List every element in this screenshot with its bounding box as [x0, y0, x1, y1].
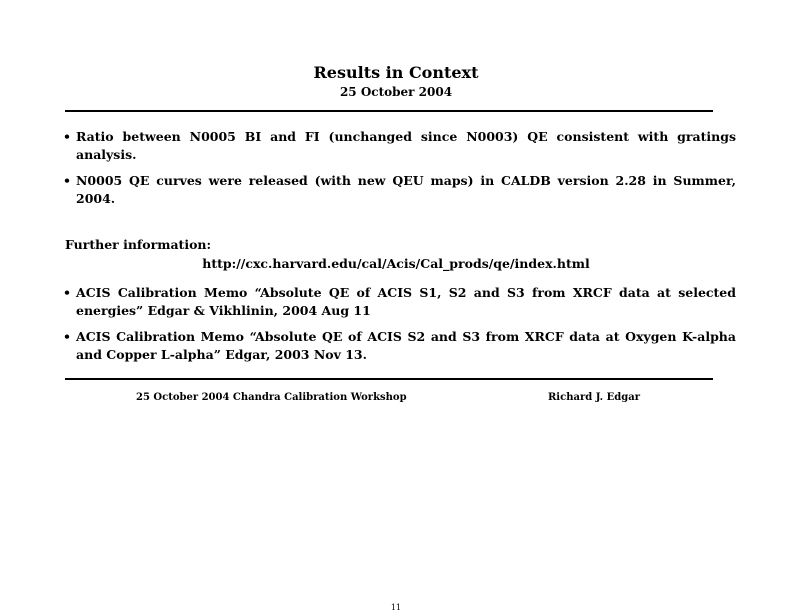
reference-text: ACIS Calibration Memo “Absolute QE of ACIS S1, S2 and S3 from XRCF data at selected energies” Edgar & Vikhlinin, 2004 Aug 11	[76, 285, 736, 318]
bullet-dot-icon: •	[63, 329, 71, 344]
bullet-item-caldb	[60, 172, 736, 208]
bottom-divider	[65, 378, 713, 380]
top-divider	[65, 110, 713, 112]
reference-item-memo-2004	[60, 284, 736, 320]
further-info-url: http://cxc.harvard.edu/cal/Acis/Cal_prods/qe/index.html	[202, 256, 590, 271]
page-title: Results in Context	[313, 63, 479, 82]
bullet-text: N0005 QE curves were released (with new QEU maps) in CALDB version 2.28 in Summer, 2004.	[76, 173, 736, 206]
reference-bullet-list	[60, 284, 736, 364]
main-bullet-list	[60, 128, 736, 208]
reference-item-memo-2003	[60, 328, 736, 364]
bullet-dot-icon: •	[63, 285, 71, 300]
further-info-label: Further information:	[65, 237, 212, 252]
footer-author: Richard J. Edgar	[548, 392, 640, 403]
bullet-text: Ratio between N0005 BI and FI (unchanged since N0003) QE consistent with gratings analysis.	[76, 129, 736, 162]
page-subtitle-date: 25 October 2004	[339, 85, 453, 99]
page-number: 11	[390, 603, 402, 612]
bullet-dot-icon: •	[63, 129, 71, 144]
bullet-item-ratio	[60, 128, 736, 164]
reference-text: ACIS Calibration Memo “Absolute QE of ACIS S2 and S3 from XRCF data at Oxygen K-alpha and Copper L-alpha” Edgar, 2003 Nov 13.	[76, 329, 736, 362]
bullet-dot-icon: •	[63, 173, 71, 188]
footer-event: 25 October 2004 Chandra Calibration Workshop	[136, 392, 407, 403]
